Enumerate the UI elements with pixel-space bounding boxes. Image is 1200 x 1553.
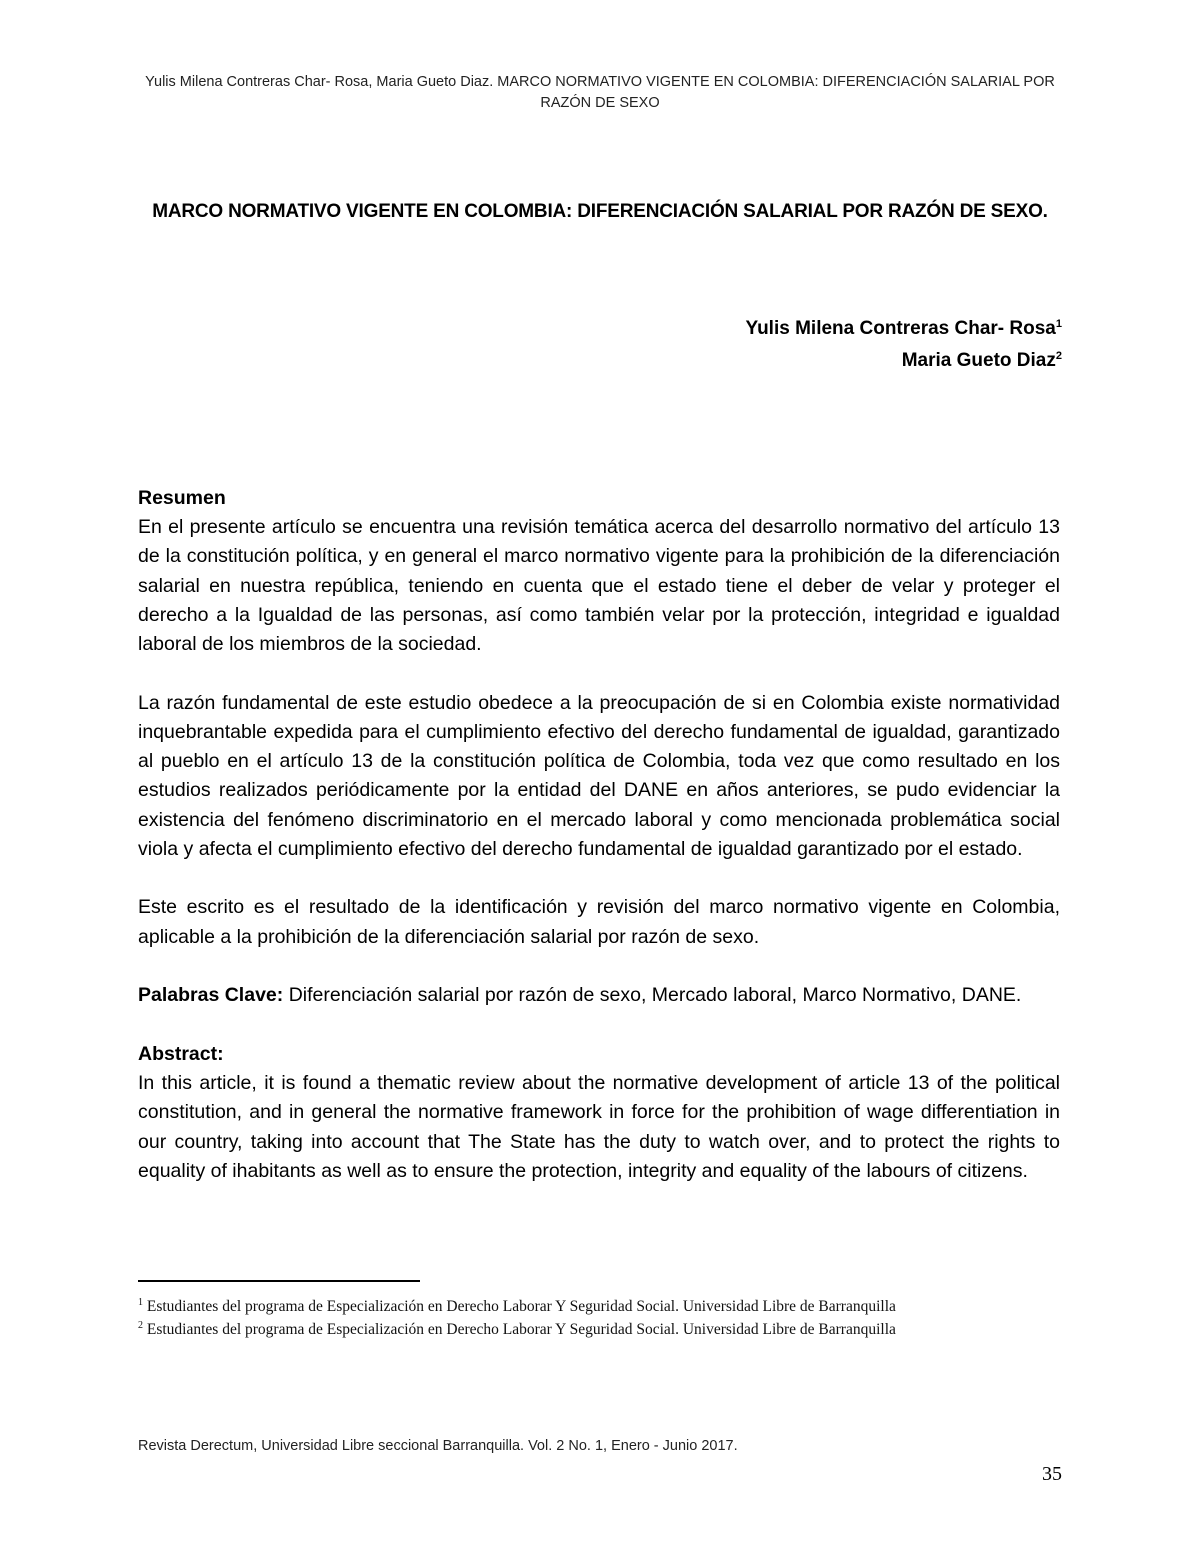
footnote-1 <box>138 1296 1060 1319</box>
footnote-text: Estudiantes del programa de Especialización en Derecho Laborar Y Seguridad Social. Universidad Libre de Barranquilla <box>146 1298 896 1315</box>
article-body <box>138 484 1060 1186</box>
abstract-paragraph: In this article, it is found a thematic review about the normative development of article 13 of the political constitution, and in general the normative framework in force for the prohibition of wage differentiation in our country, taking into account that The State has the duty to watch over, and to protect the rights to equality of ihabitants as well as to ensure the protection, integrity and equality of the labours of citizens. <box>138 1072 1060 1182</box>
footnotes <box>138 1296 1060 1341</box>
abstract-heading: Abstract: <box>138 1043 224 1066</box>
footnote-text: Estudiantes del programa de Especialización en Derecho Laborar Y Seguridad Social. Universidad Libre de Barranquilla <box>146 1320 896 1338</box>
footnote-marker: 2 <box>1055 350 1062 362</box>
keywords-label: Palabras Clave: <box>138 984 284 1007</box>
footnote-marker: 1 <box>138 1297 143 1308</box>
resumen-paragraph-3: Este escrito es el resultado de la identificación y revisión del marco normativo vigente en Colombia, aplicable a la prohibición de la diferenciación salarial por razón de sexo. <box>138 896 1060 948</box>
footnote-divider <box>138 1280 420 1282</box>
footnote-marker: 2 <box>138 1319 143 1331</box>
author-2 <box>745 345 1062 377</box>
running-header: Yulis Milena Contreras Char- Rosa, Maria Gueto Diaz. MARCO NORMATIVO VIGENTE EN COLOMBIA: DIFERENCIACIÓN SALARIAL POR RAZÓN DE SEXO <box>145 74 1055 111</box>
author-list <box>745 313 1062 377</box>
resumen-paragraph-2: La razón fundamental de este estudio obedece a la preocupación de si en Colombia existe normatividad inquebrantable expedida para el cumplimiento efectivo del derecho fundamental de igualdad, garantizado al pueblo en el artículo 13 de la constitución política de Colombia, toda vez que como resultado en los estudios realizados periódicamente por la entidad del DANE en años anteriores, se pudo evidenciar la existencia del fenómeno discriminatorio en el mercado laboral y como mencionada problemática social viola y afecta el cumplimiento efectivo del derecho fundamental de igualdad garantizado por el estado. <box>138 691 1060 860</box>
footnote-marker: 1 <box>1055 318 1062 330</box>
resumen-heading: Resumen <box>138 487 226 509</box>
author-1 <box>745 313 1062 345</box>
keywords <box>138 981 1060 1010</box>
footnote-2 <box>138 1319 1060 1342</box>
article-title: MARCO NORMATIVO VIGENTE EN COLOMBIA: DIFERENCIACIÓN SALARIAL POR RAZÓN DE SEXO. <box>152 201 1048 222</box>
author-name: Maria Gueto Diaz <box>901 350 1056 371</box>
journal-footer: Revista Derectum, Universidad Libre seccional Barranquilla. Vol. 2 No. 1, Enero - Junio 2017. <box>138 1438 738 1454</box>
author-name: Yulis Milena Contreras Char- Rosa <box>745 318 1056 339</box>
keywords-text: Diferenciación salarial por razón de sexo, Mercado laboral, Marco Normativo, DANE. <box>288 984 1022 1007</box>
page-number: 35 <box>1042 1463 1062 1485</box>
resumen-paragraph-1: En el presente artículo se encuentra una revisión temática acerca del desarrollo normativo del artículo 13 de la constitución política, y en general el marco normativo vigente para la prohibición de la diferenciación salarial en nuestra república, teniendo en cuenta que el estado tiene el deber de velar y proteger el derecho a la Igualdad de las personas, así como también velar por la protección, integridad e igualdad laboral de los miembros de la sociedad. <box>138 516 1060 656</box>
